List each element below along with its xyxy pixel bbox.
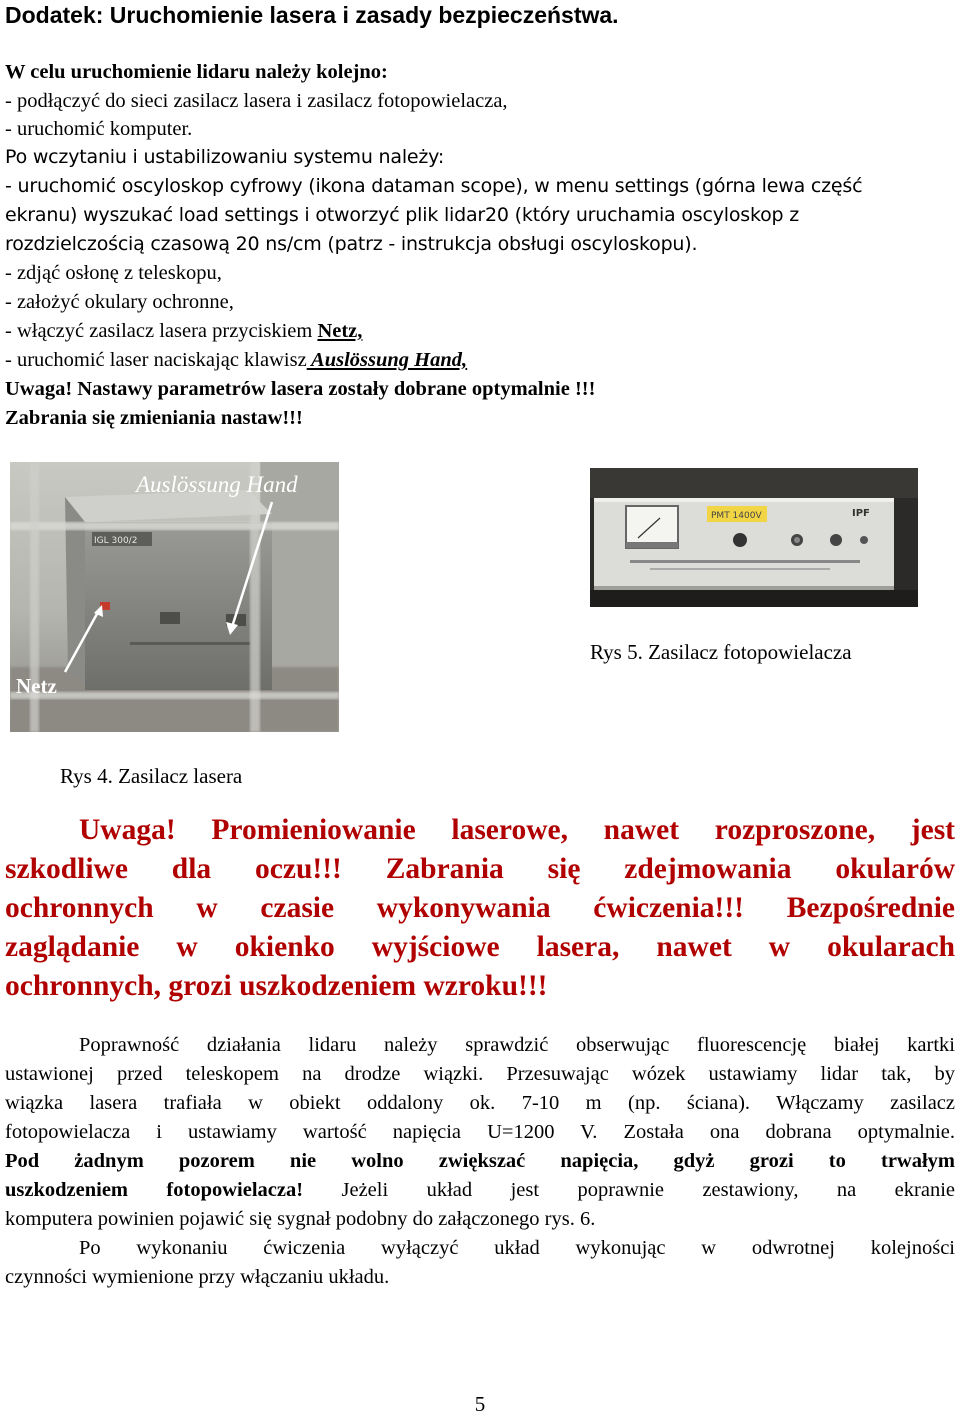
body-line-5: Pod żadnym pozorem nie wolno zwiększać napięcia, gdyż grozi to trwałym xyxy=(5,1150,955,1172)
body-line-9: czynności wymienione przy włączaniu układu. xyxy=(5,1266,390,1288)
pmt-power-supply-photo xyxy=(590,468,918,607)
figure-4-caption: Rys 4. Zasilacz lasera xyxy=(60,764,243,788)
auslossung-hand-label: Auslössung Hand xyxy=(136,472,298,497)
body-line-6 xyxy=(5,1176,955,1205)
laser-power-supply-photo xyxy=(10,462,339,732)
netz-key-label: Netz, xyxy=(317,320,363,342)
hand-key-label: Auslössung Hand, xyxy=(306,349,468,371)
device-model-label: IGL 300/2 xyxy=(94,536,138,546)
body-line-8: Po wykonaniu ćwiczenia wyłączyć układ wykonując w odwrotnej kolejności xyxy=(79,1237,955,1259)
body-line-6-rest: Jeżeli układ jest poprawnie zestawiony, na ekranie xyxy=(303,1179,955,1201)
step-computer: - uruchomić komputer. xyxy=(5,118,193,140)
pmt-voltage-sticker: PMT 1400V xyxy=(711,511,762,521)
netz-label: Netz xyxy=(16,674,57,698)
step-power: - podłączyć do sieci zasilacz lasera i zasilacz fotopowielacza, xyxy=(5,90,508,112)
laser-power-supply-image xyxy=(10,462,339,732)
red-warning-line-5: ochronnych, grozi uszkodzeniem wzroku!!! xyxy=(5,970,548,1002)
page-title: Dodatek: Uruchomienie lasera i zasady bezpieczeństwa. xyxy=(5,2,619,28)
body-line-7: komputera powinien pojawić się sygnał podobny do załączonego rys. 6. xyxy=(5,1208,596,1230)
step-goggles: - założyć okulary ochronne, xyxy=(5,291,234,313)
scope-line-1: - uruchomić oscyloskop cyfrowy (ikona dataman scope), w menu settings (górna lewa część xyxy=(5,175,863,197)
figure-5-caption: Rys 5. Zasilacz fotopowielacza xyxy=(590,640,852,664)
red-warning-line-2: szkodliwe dla oczu!!! Zabrania się zdejmowania okularów xyxy=(5,853,955,885)
pmt-power-supply-image xyxy=(590,468,918,607)
body-line-6-bold: uszkodzeniem fotopowielacza! xyxy=(5,1179,304,1201)
body-line-3: wiązka lasera trafiała w obiekt oddalony ok. 7-10 m (np. ściana). Włączamy zasilacz xyxy=(5,1092,955,1114)
step-netz-text: - włączyć zasilacz lasera przyciskiem xyxy=(5,320,318,342)
scope-line-2: ekranu) wyszukać load settings i otworzyć plik lidar20 (który uruchamia oscyloskop z xyxy=(5,204,799,226)
red-warning-line-4: zaglądanie w okienko wyjściowe lasera, nawet w okularach xyxy=(5,931,955,963)
after-boot-text: Po wczytaniu i ustabilizowaniu systemu należy: xyxy=(5,146,445,168)
scope-line-3: rozdzielczością czasową 20 ns/cm (patrz - instrukcja obsługi oscyloskopu). xyxy=(5,233,698,255)
warning-settings: Uwaga! Nastawy parametrów lasera zostały dobrane optymalnie !!! xyxy=(5,378,596,400)
body-line-1: Poprawność działania lidaru należy sprawdzić obserwując fluorescencję białej kartki xyxy=(79,1034,955,1056)
red-warning-line-1: Uwaga! Promieniowanie laserowe, nawet rozproszone, jest xyxy=(79,814,955,846)
body-line-4: fotopowielacza i ustawiamy wartość napięcia U=1200 V. Została ona dobrana optymalnie. xyxy=(5,1121,955,1143)
page-number: 5 xyxy=(474,1392,486,1416)
pmt-brand-label: IPF xyxy=(852,508,870,519)
red-warning-line-3: ochronnych w czasie wykonywania ćwiczenia!!! Bezpośrednie xyxy=(5,892,955,924)
step-hand xyxy=(5,346,467,375)
warning-no-change: Zabrania się zmieniania nastaw!!! xyxy=(5,407,303,429)
step-hand-text: - uruchomić laser naciskając klawisz xyxy=(5,349,307,371)
body-line-2: ustawionej przed teleskopem na drodze wiązki. Przesuwając wózek ustawiamy lidar tak, by xyxy=(5,1063,955,1085)
intro-heading: W celu uruchomienie lidaru należy kolejno: xyxy=(5,61,388,83)
step-cover: - zdjąć osłonę z teleskopu, xyxy=(5,262,222,284)
step-netz xyxy=(5,317,362,346)
